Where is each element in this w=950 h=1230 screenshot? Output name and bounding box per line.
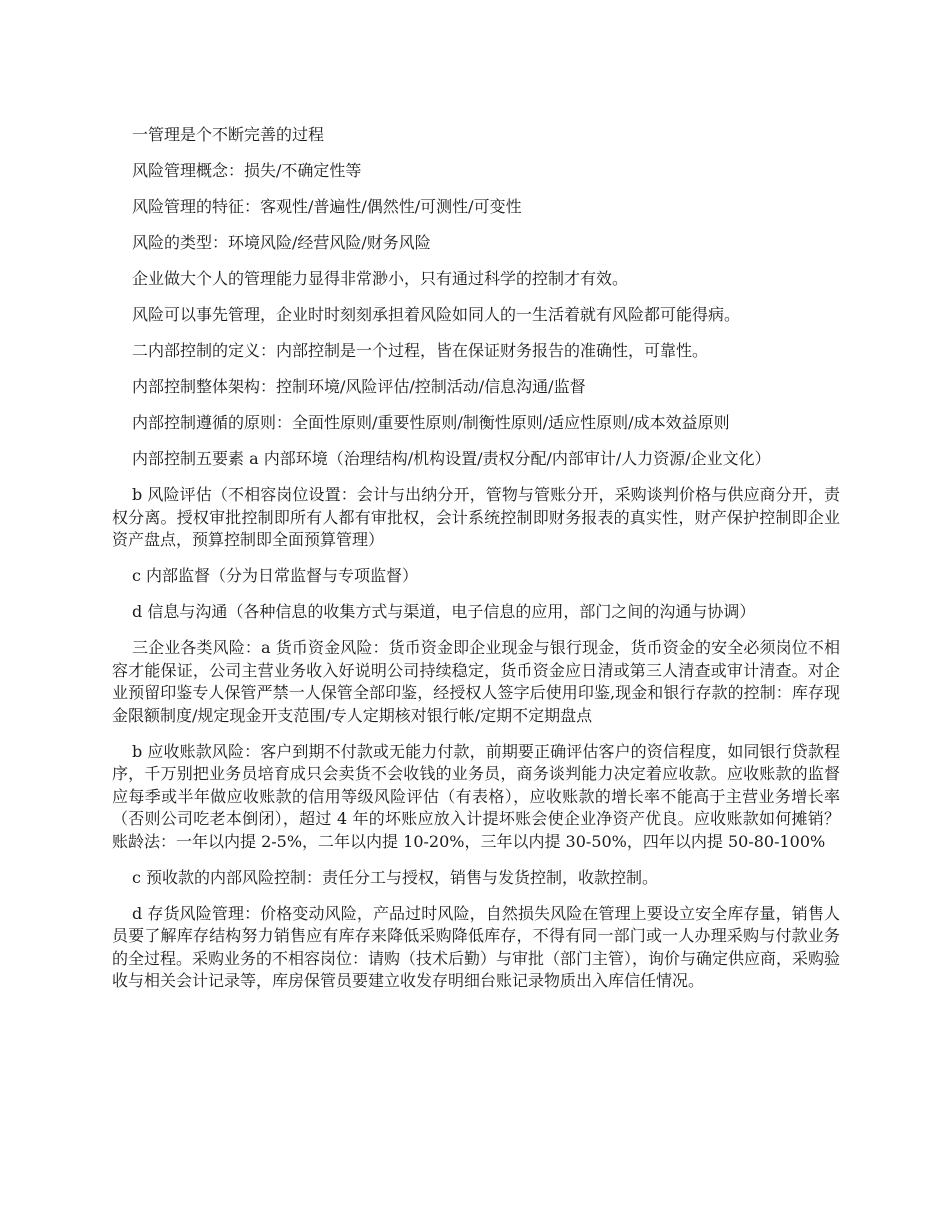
paragraph-advance-management: 风险可以事先管理，企业时时刻刻承担着风险如同人的一生活着就有风险都可能得病。: [132, 305, 741, 324]
paragraph-risk-types: 风险的类型：环境风险/经营风险/财务风险: [132, 233, 431, 252]
paragraph-advance-receipts-control: c 预收款的内部风险控制：责任分工与授权，销售与发货控制，收款控制。: [132, 867, 659, 887]
paragraph-scientific-control: 企业做大个人的管理能力显得非常渺小，只有通过科学的控制才有效。: [132, 269, 629, 288]
paragraph-inventory-risk: d 存货风险管理：价格变动风险，产品过时风险，自然损失风险在管理上要设立安全库存量，销售人员要了解库存结构努力销售应有库存来降低采购降低库存，不得有同一部门或一人办理采购与付款业务的全过程。采购业务的不相容岗位：请购（技术后勤）与审批（部门主管），询价与确定供应商，采购验收与相关会计记录等，库房保管员要建立收发存明细台账记录物质出入库信任情况。: [112, 903, 841, 990]
paragraph-risk-features: 风险管理的特征：客观性/普遍性/偶然性/可测性/可变性: [132, 197, 522, 216]
document-body: [112, 124, 840, 1006]
paragraph-internal-control-principles: 内部控制遵循的原则：全面性原则/重要性原则/制衡性原则/适应性原则/成本效益原则: [132, 413, 730, 432]
paragraph-risk-concept: 风险管理概念：损失/不确定性等: [132, 161, 362, 180]
paragraph-internal-control-framework: 内部控制整体架构：控制环境/风险评估/控制活动/信息沟通/监督: [132, 377, 586, 396]
paragraph-element-b-risk-assessment: b 风险评估（不相容岗位设置：会计与出纳分开，管物与管账分开，采购谈判价格与供应商分开，责权分离。授权审批控制即所有人都有审批权，会计系统控制即财务报表的真实性，财产保护控制即企业资产盘点，预算控制即全面预算管理）: [112, 485, 840, 549]
paragraph-receivables-risk: b 应收账款风险：客户到期不付款或无能力付款，前期要正确评估客户的资信程度，如同银行贷款程序，千万别把业务员培育成只会卖货不会收钱的业务员，商务谈判能力决定着应收款。应收账款的监督应每季或半年做应收账款的信用等级风险评估（有表格），应收账款的增长率不能高于主营业务增长率（否则公司吃老本倒闭），超过 4 年的坏账应放入计提坏账会使企业净资产优良。应收账款如何摊销？账龄法：一年以内提 2-5%，二年以内提 10-20%，三年以内提 30-50%，四年以内提 50-80-100%: [112, 741, 840, 851]
paragraph-cash-risk: 三企业各类风险：a 货币资金风险：货币资金即企业现金与银行现金，货币资金的安全必须岗位不相容才能保证，公司主营业务收入好说明公司持续稳定，货币资金应日清或第三人清查或审计清查。对企业预留印鉴专人保管严禁一人保管全部印鉴，经授权人签字后使用印鉴,现金和银行存款的控制：库存现金限额制度/规定现金开支范围/专人定期核对银行帐/定期不定期盘点: [112, 638, 840, 725]
paragraph-element-a-internal-environment: 内部控制五要素 a 内部环境（治理结构/机构设置/责权分配/内部审计/人力资源/企业文化）: [132, 449, 771, 468]
paragraph-element-c-internal-supervision: c 内部监督（分为日常监督与专项监督）: [132, 566, 419, 585]
paragraph-internal-control-definition: 二内部控制的定义：内部控制是一个过程，皆在保证财务报告的准确性，可靠性。: [132, 341, 709, 360]
paragraph-element-d-information-communication: d 信息与沟通（各种信息的收集方式与渠道，电子信息的应用，部门之间的沟通与协调）: [132, 602, 756, 621]
paragraph-management-process: 一管理是个不断完善的过程: [132, 125, 325, 144]
